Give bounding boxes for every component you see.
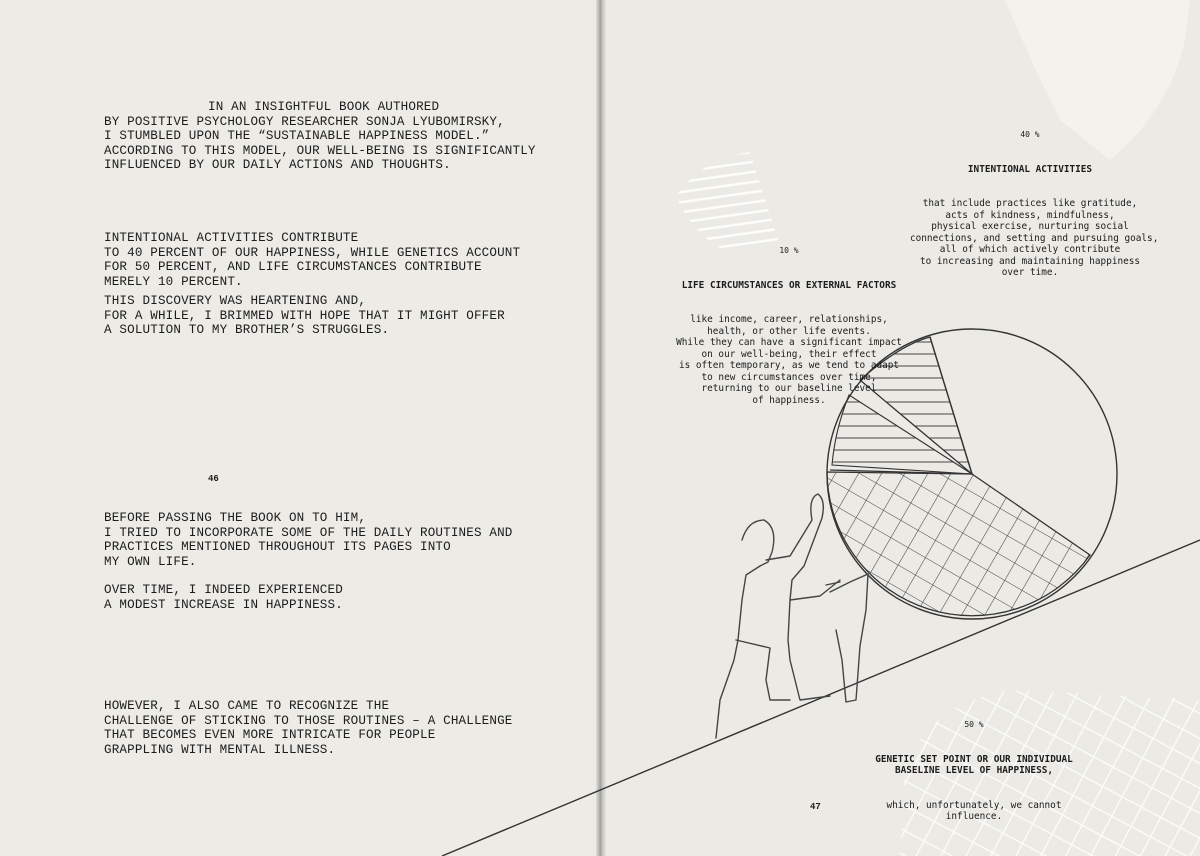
caption-circumstances-percent: 10 % [779,246,799,255]
caption-genetic-heading: GENETIC SET POINT OR OUR INDIVIDUAL BASELINE LEVEL OF HAPPINESS, [875,753,1073,776]
caption-genetic-set-point [858,696,1090,834]
paragraph-5: OVER TIME, I INDEED EXPERIENCED A MODEST INCREASE IN HAPPINESS. [104,583,343,612]
paragraph-6: HOWEVER, I ALSO CAME TO RECOGNIZE THE CHALLENGE OF STICKING TO THOSE ROUTINES – A CHALLENGE THAT BECOMES EVEN MORE INTRICATE FOR PEOPLE GRAPPLING WITH MENTAL ILLNESS. [104,699,513,757]
caption-intentional-percent: 40 % [1020,130,1040,139]
caption-intentional-activities [910,106,1159,290]
page-number-left: 46 [208,474,219,484]
paragraph-4: BEFORE PASSING THE BOOK ON TO HIM, I TRIED TO INCORPORATE SOME OF THE DAILY ROUTINES AND PRACTICES MENTIONED THROUGHOUT ITS PAGES INTO MY OWN LIFE. [104,511,513,569]
paragraph-3: THIS DISCOVERY WAS HEARTENING AND, FOR A WHILE, I BRIMMED WITH HOPE THAT IT MIGHT OFFER A SOLUTION TO MY BROTHER’S STRUGGLES. [104,294,505,338]
caption-genetic-body: which, unfortunately, we cannot influence. [886,799,1062,822]
caption-intentional-body: that include practices like gratitude, acts of kindness, mindfulness, physical exercise, nurturing social connections, and setting and pursuing goals, all of which actively contribute to increasing and maintaining happiness over time. [910,198,1159,278]
caption-circumstances-body: like income, career, relationships, health, or other life events. While they can have a significant impact on our well-being, their effect is often temporary, as we tend to adapt to new circumstances over time, returning to our baseline level of happiness. [676,314,902,406]
caption-genetic-percent: 50 % [964,720,984,729]
paragraph-2: INTENTIONAL ACTIVITIES CONTRIBUTE TO 40 PERCENT OF OUR HAPPINESS, WHILE GENETICS ACCOUNT FOR 50 PERCENT, AND LIFE CIRCUMSTANCES CONTRIBUTE MERELY 10 PERCENT. [104,231,521,289]
page-number-right: 47 [810,802,821,812]
caption-intentional-heading: INTENTIONAL ACTIVITIES [967,163,1093,175]
caption-circumstances-heading: LIFE CIRCUMSTANCES OR EXTERNAL FACTORS [681,279,897,291]
paragraph-1: IN AN INSIGHTFUL BOOK AUTHORED BY POSITIVE PSYCHOLOGY RESEARCHER SONJA LYUBOMIRSKY, I STUMBLED UPON THE “SUSTAINABLE HAPPINESS MODEL.” ACCORDING TO THIS MODEL, OUR WELL-BEING IS SIGNIFICANTLY INFLUENCED BY OUR DAILY ACTIONS AND THOUGHTS. [104,100,536,173]
caption-life-circumstances [668,222,910,418]
